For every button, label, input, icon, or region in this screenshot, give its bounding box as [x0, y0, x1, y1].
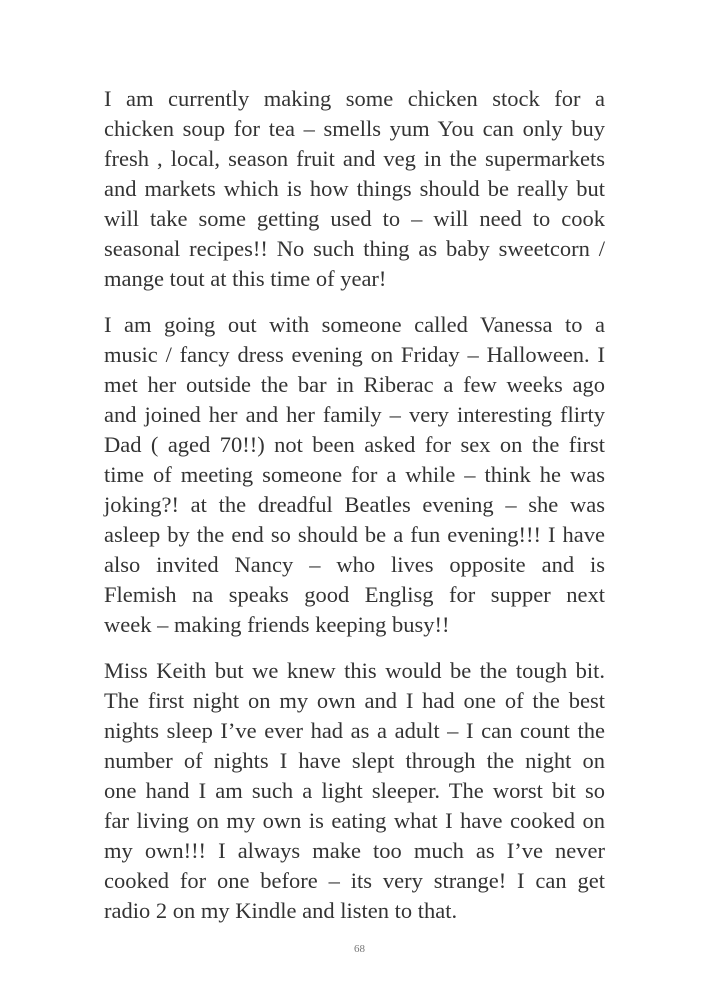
text-line: Flemish na speaks good Englisg for supper next	[104, 582, 605, 607]
paragraph	[104, 310, 605, 640]
text-line: and markets which is how things should be really but	[104, 176, 605, 201]
page-number: 68	[354, 943, 365, 955]
paragraph	[104, 84, 605, 294]
text-line: chicken soup for tea – smells yum You can only buy	[104, 116, 605, 141]
text-line: met her outside the bar in Riberac a few weeks ago	[104, 372, 605, 397]
text-line: far living on my own is eating what I have cooked on	[104, 808, 605, 833]
text-line: one hand I am such a light sleeper. The worst bit so	[104, 778, 605, 803]
text-line: radio 2 on my Kindle and listen to that.	[104, 898, 458, 923]
page-body	[104, 84, 605, 942]
text-line: Miss Keith but we knew this would be the tough bit.	[104, 658, 605, 683]
text-line: nights sleep I’ve ever had as a adult – I can count the	[104, 718, 605, 743]
paragraph	[104, 656, 605, 926]
text-line: fresh , local, season fruit and veg in the supermarkets	[104, 146, 605, 171]
text-line: joking?! at the dreadful Beatles evening – she was	[104, 492, 605, 517]
text-line: mange tout at this time of year!	[104, 266, 387, 291]
text-line: The first night on my own and I had one of the best	[104, 688, 605, 713]
text-line: time of meeting someone for a while – think he was	[104, 462, 605, 487]
text-line: cooked for one before – its very strange! I can get	[104, 868, 605, 893]
text-line: Dad ( aged 70!!) not been asked for sex on the first	[104, 432, 605, 457]
text-line: music / fancy dress evening on Friday – Halloween. I	[104, 342, 605, 367]
text-line: asleep by the end so should be a fun evening!!! I have	[104, 522, 605, 547]
text-line: will take some getting used to – will need to cook	[104, 206, 605, 231]
text-line: number of nights I have slept through the night on	[104, 748, 605, 773]
text-line: and joined her and her family – very interesting flirty	[104, 402, 605, 427]
text-line: week – making friends keeping busy!!	[104, 612, 450, 637]
text-line: also invited Nancy – who lives opposite and is	[104, 552, 605, 577]
text-line: I am currently making some chicken stock for a	[104, 86, 605, 111]
text-line: I am going out with someone called Vanessa to a	[104, 312, 605, 337]
text-line: seasonal recipes!! No such thing as baby sweetcorn /	[104, 236, 605, 261]
text-line: my own!!! I always make too much as I’ve never	[104, 838, 605, 863]
